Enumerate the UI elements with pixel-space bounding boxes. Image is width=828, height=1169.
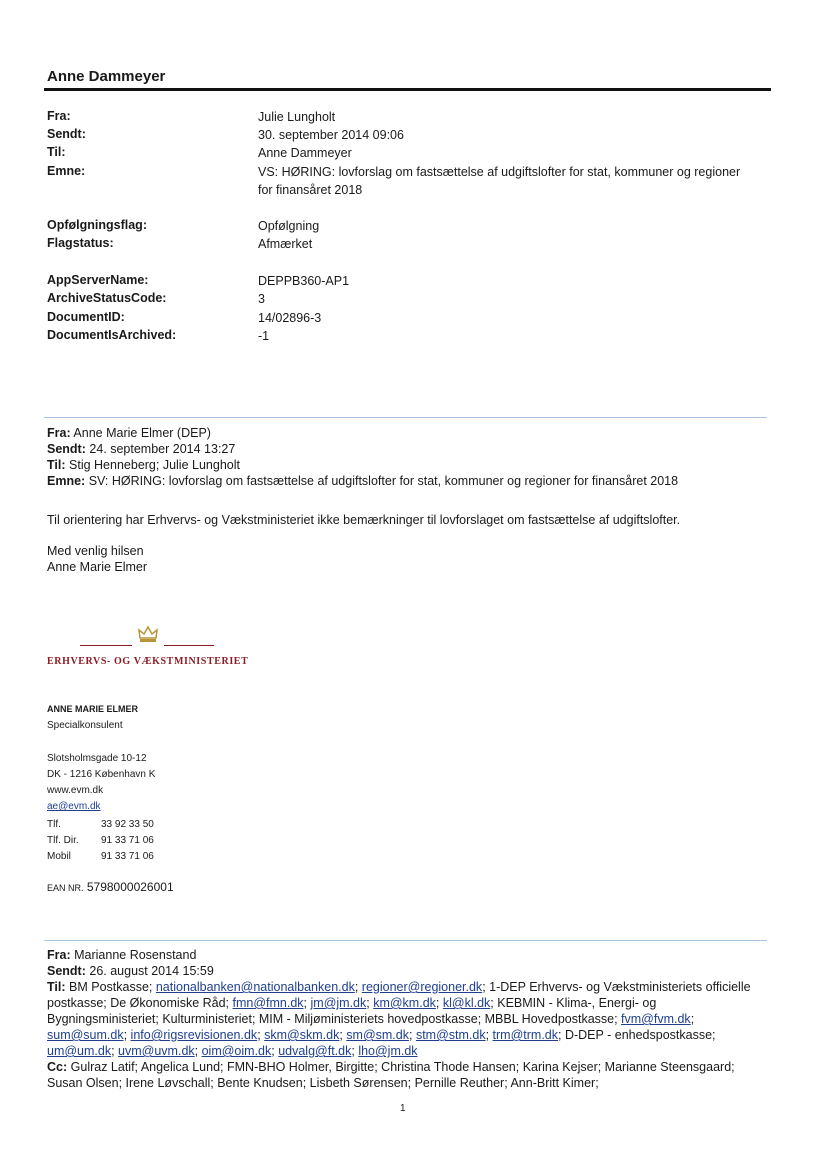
header-label-from: Fra: (47, 109, 71, 123)
ean-label: EAN NR. (47, 883, 84, 893)
recipient-email-link[interactable]: um@um.dk (47, 1044, 112, 1058)
recipient-email-link[interactable]: fmn@fmn.dk (232, 996, 304, 1010)
msg2-cc-label: Cc: (47, 1060, 68, 1074)
phone-label-3: Mobil (47, 851, 71, 862)
ean-row (47, 880, 174, 894)
meta-label-archivestatus: ArchiveStatusCode: (47, 291, 167, 305)
meta-label-archived: DocumentIsArchived: (47, 328, 177, 342)
recipient-email-link[interactable]: jm@jm.dk (310, 996, 367, 1010)
meta-value-archived: -1 (258, 329, 270, 343)
msg2-recipients (47, 980, 751, 1058)
recipient-email-link[interactable]: trm@trm.dk (492, 1028, 559, 1042)
msg2-sent-label: Sendt: (47, 964, 86, 978)
recipient-email-link[interactable]: udvalg@ft.dk (278, 1044, 352, 1058)
flag-status-value: Afmærket (258, 237, 313, 251)
recipient-text: ; (303, 996, 311, 1010)
header-value-sent: 30. september 2014 09:06 (258, 128, 404, 142)
recipient-email-link[interactable]: sm@sm.dk (346, 1028, 409, 1042)
recipient-email-link[interactable]: lho@jm.dk (358, 1044, 418, 1058)
msg1-subject: SV: HØRING: lovforslag om fastsættelse af udgiftslofter for stat, kommuner og regioner for finansåret 2018 (88, 474, 679, 488)
msg1-body: Til orientering har Erhvervs- og Vækstministeriet ikke bemærkninger til lovforslaget om fastsættelse af udgiftslofter. (47, 513, 681, 527)
recipient-text: ; (123, 1028, 131, 1042)
recipient-email-link[interactable]: nationalbanken@nationalbanken.dk (155, 980, 355, 994)
flag-label: Opfølgningsflag: (47, 218, 147, 232)
msg2-to-label: Til: (47, 980, 66, 994)
phone-value-2: 91 33 71 06 (101, 835, 154, 846)
phone-label-2: Tlf. Dir. (47, 835, 79, 846)
recipient-text: ; (485, 1028, 493, 1042)
recipient-text: BM Postkasse; (69, 980, 156, 994)
signature-email-link[interactable]: ae@evm.dk (47, 801, 101, 812)
recipient-email-link[interactable]: oim@oim.dk (201, 1044, 272, 1058)
phone-value-3: 91 33 71 06 (101, 851, 154, 862)
header-label-sent: Sendt: (47, 127, 86, 141)
recipient-text: ; (339, 1028, 347, 1042)
recipient-text: ; (351, 1044, 359, 1058)
msg1-sent: 24. september 2014 13:27 (89, 442, 236, 456)
meta-value-appserver: DEPPB360-AP1 (258, 274, 350, 288)
header-value-subject: VS: HØRING: lovforslag om fastsættelse af udgiftslofter for stat, kommuner og regioner for finansåret 2018 (258, 165, 741, 197)
recipient-email-link[interactable]: regioner@regioner.dk (361, 980, 483, 994)
signature-title: Specialkonsulent (47, 720, 123, 731)
recipient-text: ; (111, 1044, 119, 1058)
recipient-email-link[interactable]: fvm@fvm.dk (621, 1012, 691, 1026)
recipient-email-link[interactable]: skm@skm.dk (264, 1028, 340, 1042)
signature-name: ANNE MARIE ELMER (47, 704, 139, 714)
msg2-to-line (47, 979, 767, 1059)
recipient-text: ; (366, 996, 374, 1010)
header-label-to: Til: (47, 145, 66, 159)
msg1-greeting: Med venlig hilsen (47, 544, 144, 558)
message-header-2 (47, 947, 767, 1091)
signature-address-1: Slotsholmsgade 10-12 (47, 753, 147, 764)
ministry-logo-text: ERHVERVS- OG VÆKSTMINISTERIET (47, 656, 249, 667)
recipient-text: ; D-DEP - enhedspostkasse; (558, 1028, 716, 1042)
meta-label-appserver: AppServerName: (47, 273, 149, 287)
msg2-cc: Gulraz Latif; Angelica Lund; FMN-BHO Holmer, Birgitte; Christina Thode Hansen; Karina Kejser; Marianne Steensgaard; Susan Olsen; Irene Løvschall; Bente Knudsen; Lisbeth Sørensen; Pernille Reuther; Ann-Britt Kimer; (47, 1060, 735, 1090)
recipient-email-link[interactable]: km@km.dk (373, 996, 436, 1010)
recipient-text: ; (435, 996, 443, 1010)
recipient-email-link[interactable]: uvm@uvm.dk (118, 1044, 195, 1058)
msg1-sent-label: Sendt: (47, 442, 86, 456)
recipient-email-link[interactable]: sum@sum.dk (47, 1028, 124, 1042)
message-divider-2 (44, 940, 767, 941)
msg1-to-label: Til: (47, 458, 66, 472)
flag-value: Opfølgning (258, 219, 320, 233)
phone-label-1: Tlf. (47, 819, 61, 830)
flag-status-label: Flagstatus: (47, 236, 114, 250)
header-value-to: Anne Dammeyer (258, 146, 352, 160)
header-label-subject: Emne: (47, 164, 86, 178)
msg2-from: Marianne Rosenstand (74, 948, 197, 962)
page-number: 1 (400, 1103, 406, 1114)
recipient-text: ; KEBMIN - Klima-, Energi- og Bygningsministeriet; Kulturministeriet; MIM - Miljøministeriets hovedpostkasse; MBBL Hovedpostkasse; (47, 996, 657, 1026)
recipient-text: ; (257, 1028, 265, 1042)
msg1-from: Anne Marie Elmer (DEP) (73, 426, 211, 440)
crown-icon (137, 624, 159, 644)
msg1-subject-label: Emne: (47, 474, 86, 488)
recipient-email-link[interactable]: info@rigsrevisionen.dk (130, 1028, 258, 1042)
msg2-from-label: Fra: (47, 948, 71, 962)
signature-web: www.evm.dk (47, 785, 104, 796)
signature-address-2: DK - 1216 København K (47, 769, 156, 780)
msg1-to: Stig Henneberg; Julie Lungholt (69, 458, 240, 472)
recipient-text: ; (354, 980, 362, 994)
phone-value-1: 33 92 33 50 (101, 819, 154, 830)
msg1-from-label: Fra: (47, 426, 71, 440)
header-value-from: Julie Lungholt (258, 110, 336, 124)
logo-rule-right (164, 645, 214, 646)
meta-value-documentid: 14/02896-3 (258, 311, 322, 325)
recipient-text: ; (409, 1028, 416, 1042)
msg1-signer: Anne Marie Elmer (47, 560, 148, 574)
msg2-sent: 26. august 2014 15:59 (89, 964, 214, 978)
ean-value: 5798000026001 (86, 880, 174, 894)
recipient-email-link[interactable]: stm@stm.dk (415, 1028, 486, 1042)
recipient-text: ; (194, 1044, 202, 1058)
recipient-text: ; 1-DEP Erhvervs- og Vækstministeriets officielle postkasse; De Økonomiske Råd; (47, 980, 751, 1010)
meta-value-archivestatus: 3 (258, 292, 265, 306)
document-owner: Anne Dammeyer (47, 68, 166, 85)
message-header-1 (47, 425, 777, 489)
recipient-email-link[interactable]: kl@kl.dk (442, 996, 491, 1010)
header-divider (44, 88, 771, 91)
recipient-text: ; (690, 1012, 695, 1026)
logo-rule-left (80, 645, 132, 646)
message-divider (44, 417, 767, 418)
recipient-text: ; (271, 1044, 279, 1058)
meta-label-documentid: DocumentID: (47, 310, 125, 324)
